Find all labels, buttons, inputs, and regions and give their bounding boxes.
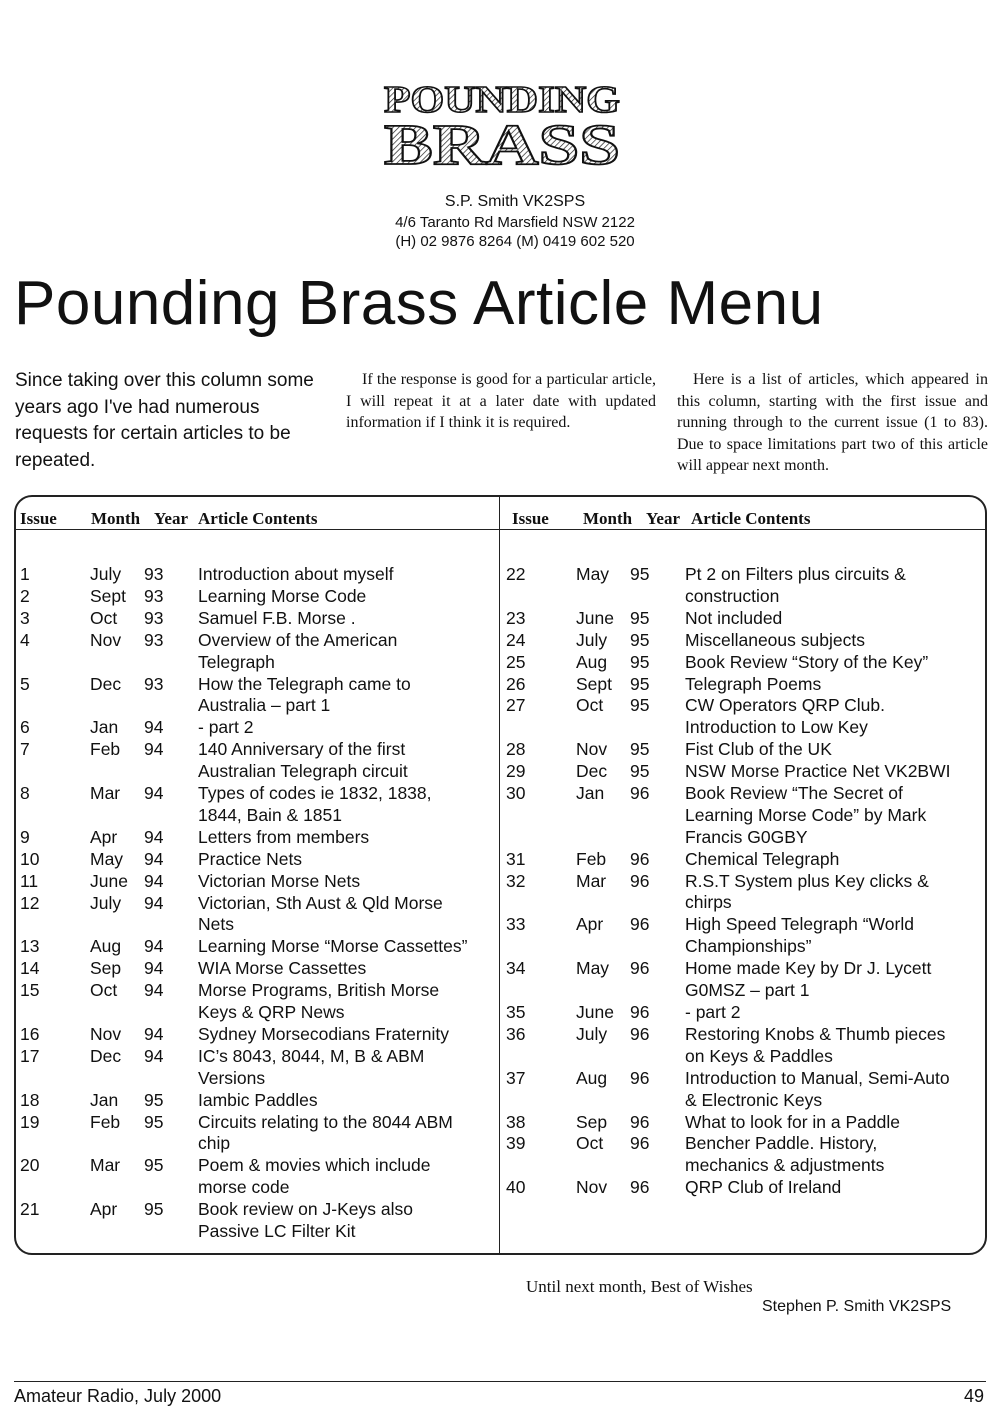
issue-year: 93	[144, 673, 164, 694]
header-issue-right: Issue	[512, 509, 549, 528]
issue-month: Jan	[90, 717, 119, 738]
issue-year: 96	[630, 848, 650, 869]
article-contents: Victorian Morse Nets	[198, 870, 361, 891]
issue-month: Oct	[576, 695, 604, 716]
issue-number: 33	[506, 914, 526, 935]
issue-month: Jan	[90, 1089, 119, 1110]
issue-month: Aug	[90, 936, 122, 957]
article-contents: Keys & QRP News	[198, 1001, 345, 1022]
issue-year: 95	[630, 739, 650, 760]
issue-month: Sep	[576, 1111, 608, 1132]
article-contents: Book Review “Story of the Key”	[685, 651, 929, 672]
article-contents: 1844, Bain & 1851	[198, 804, 343, 825]
issue-number: 36	[506, 1023, 526, 1044]
article-contents: - part 2	[685, 1002, 741, 1022]
issue-year: 94	[144, 936, 164, 957]
issue-year: 94	[144, 826, 164, 847]
article-contents: morse code	[198, 1177, 290, 1198]
issue-year: 93	[144, 629, 164, 650]
signature: Stephen P. Smith VK2SPS	[762, 1298, 952, 1315]
article-contents: Restoring Knobs & Thumb pieces	[685, 1023, 946, 1044]
issue-year: 94	[144, 892, 164, 913]
issue-number: 2	[20, 585, 30, 606]
issue-year: 93	[144, 564, 164, 584]
article-contents: QRP Club of Ireland	[685, 1177, 842, 1198]
issue-year: 93	[144, 585, 164, 606]
issue-year: 94	[144, 717, 164, 738]
issue-number: 22	[506, 564, 526, 584]
issue-month: Aug	[576, 651, 608, 672]
article-contents: chip	[198, 1133, 231, 1154]
article-contents: Pt 2 on Filters plus circuits &	[685, 564, 906, 584]
article-contents: Miscellaneous subjects	[685, 629, 865, 650]
article-contents: & Electronic Keys	[685, 1089, 823, 1110]
article-contents: Practice Nets	[198, 848, 303, 869]
issue-number: 1	[20, 564, 30, 584]
article-contents: IC’s 8043, 8044, M, B & ABM	[198, 1045, 425, 1066]
issue-year: 93	[144, 607, 164, 628]
issue-year: 95	[630, 607, 650, 628]
issue-year: 94	[144, 1045, 164, 1066]
article-contents: Circuits relating to the 8044 ABM	[198, 1111, 453, 1132]
issue-month: Oct	[90, 980, 118, 1001]
issue-number: 24	[506, 629, 526, 650]
issue-number: 18	[20, 1089, 40, 1110]
issue-month: May	[576, 958, 610, 979]
issue-year: 95	[144, 1089, 164, 1110]
article-contents: on Keys & Paddles	[685, 1045, 833, 1066]
intro-column-3-text: Here is a list of articles, which appeared in this column, starting with the first issue and running through to the current issue (1 to 83). Due to space limitations part two of this article will appear next month.	[677, 371, 988, 474]
issue-month: Apr	[90, 1199, 118, 1220]
issue-year: 95	[630, 673, 650, 694]
logo-line1: POUNDING	[384, 79, 620, 121]
footer-publication: Amateur Radio, July 2000	[14, 1386, 222, 1406]
issue-month: Jan	[576, 783, 605, 803]
issue-month: June	[576, 1002, 614, 1022]
issue-year: 95	[630, 564, 650, 584]
issue-year: 96	[630, 1111, 650, 1132]
issue-number: 35	[506, 1002, 526, 1022]
issue-number: 29	[506, 761, 526, 782]
article-contents: Book Review “The Secret of	[685, 783, 903, 803]
article-contents: Not included	[685, 607, 783, 628]
issue-number: 40	[506, 1177, 526, 1198]
table-column-divider	[499, 497, 500, 1253]
header-year-right: Year	[646, 509, 680, 528]
issue-month: May	[90, 848, 124, 869]
article-contents: Versions	[198, 1067, 266, 1088]
issue-year: 96	[630, 1177, 650, 1198]
issue-number: 19	[20, 1111, 40, 1132]
header-year-left: Year	[154, 509, 188, 528]
article-contents: Book review on J-Keys also	[198, 1199, 413, 1220]
article-contents: Home made Key by Dr J. Lycett	[685, 958, 932, 979]
header-issue-left: Issue	[20, 509, 57, 528]
issue-month: Nov	[90, 1023, 122, 1044]
issue-year: 96	[630, 783, 650, 803]
article-contents: 140 Anniversary of the first	[198, 739, 406, 760]
issue-year: 96	[630, 1002, 650, 1022]
issue-year: 96	[630, 958, 650, 979]
article-contents: Australian Telegraph circuit	[198, 761, 408, 782]
article-contents: Morse Programs, British Morse	[198, 980, 440, 1001]
issue-month: Dec	[90, 673, 122, 694]
issue-number: 9	[20, 826, 30, 847]
table-header-divider	[16, 529, 985, 530]
article-contents: Poem & movies which include	[198, 1155, 431, 1176]
issue-month: July	[90, 564, 122, 584]
issue-number: 38	[506, 1111, 526, 1132]
issue-number: 30	[506, 783, 526, 803]
issue-month: Dec	[576, 761, 608, 782]
header-contents-right: Article Contents	[691, 509, 811, 528]
issue-year: 95	[144, 1111, 164, 1132]
issue-number: 4	[20, 629, 30, 650]
issue-month: Oct	[576, 1133, 604, 1154]
issue-month: Apr	[90, 826, 118, 847]
issue-month: Feb	[90, 1111, 121, 1132]
issue-number: 34	[506, 958, 526, 979]
article-contents: Overview of the American	[198, 629, 398, 650]
issue-number: 3	[20, 607, 30, 628]
article-contents: Letters from members	[198, 826, 370, 847]
header-month-left: Month	[91, 509, 141, 528]
issue-month: Sept	[90, 585, 126, 606]
author-phone: (H) 02 9876 8264 (M) 0419 602 520	[395, 233, 635, 250]
issue-year: 96	[630, 1023, 650, 1044]
article-contents: Types of codes ie 1832, 1838,	[198, 783, 432, 803]
article-contents: - part 2	[198, 717, 254, 738]
article-contents: Learning Morse “Morse Cassettes”	[198, 936, 468, 957]
issue-number: 27	[506, 695, 526, 716]
issue-number: 8	[20, 783, 30, 803]
article-contents: How the Telegraph came to	[198, 673, 411, 694]
article-contents: Samuel F.B. Morse .	[198, 607, 356, 628]
issue-number: 37	[506, 1067, 526, 1088]
intro-column-2-text: If the response is good for a particular article, I will repeat it at a later date with updated information if I think it is required.	[346, 371, 656, 431]
issue-number: 17	[20, 1045, 40, 1066]
issue-year: 95	[144, 1199, 164, 1220]
issue-year: 94	[144, 739, 164, 760]
header-month-right: Month	[583, 509, 633, 528]
issue-month: Dec	[90, 1045, 122, 1066]
article-contents: Fist Club of the UK	[685, 739, 832, 760]
issue-number: 15	[20, 980, 40, 1001]
issue-number: 14	[20, 958, 40, 979]
issue-year: 95	[630, 695, 650, 716]
footer-rule	[14, 1381, 986, 1382]
article-contents: High Speed Telegraph “World	[685, 914, 914, 935]
article-contents: Introduction to Low Key	[685, 717, 868, 738]
article-contents: Passive LC Filter Kit	[198, 1220, 356, 1241]
issue-number: 20	[20, 1155, 40, 1176]
issue-number: 7	[20, 739, 30, 760]
issue-month: Nov	[576, 1177, 608, 1198]
issue-month: June	[90, 870, 128, 891]
issue-year: 95	[144, 1155, 164, 1176]
article-contents: construction	[685, 585, 780, 606]
article-contents: Sydney Morsecodians Fraternity	[198, 1023, 449, 1044]
issue-number: 26	[506, 673, 526, 694]
issue-number: 13	[20, 936, 40, 957]
article-contents: chirps	[685, 892, 732, 913]
issue-month: Nov	[90, 629, 122, 650]
article-contents: Francis G0GBY	[685, 826, 808, 847]
page-title: Pounding Brass Article Menu	[14, 269, 824, 338]
issue-number: 21	[20, 1199, 40, 1220]
issue-year: 94	[144, 783, 164, 803]
issue-month: May	[576, 564, 610, 584]
article-contents: Learning Morse Code	[198, 585, 367, 606]
author-name: S.P. Smith VK2SPS	[444, 193, 586, 210]
issue-number: 10	[20, 848, 40, 869]
issue-month: Feb	[90, 739, 121, 760]
issue-month: Sep	[90, 958, 122, 979]
footer-page-number: 49	[963, 1386, 984, 1406]
issue-year: 95	[630, 629, 650, 650]
issue-number: 25	[506, 651, 526, 672]
closing-line: Until next month, Best of Wishes	[526, 1277, 753, 1296]
issue-month: July	[90, 892, 122, 913]
article-contents: NSW Morse Practice Net VK2BWI	[685, 761, 951, 782]
article-contents: CW Operators QRP Club.	[685, 695, 886, 716]
issue-number: 39	[506, 1133, 526, 1154]
issue-number: 11	[20, 870, 39, 891]
intro-column-3	[677, 369, 988, 477]
issue-month: Oct	[90, 607, 118, 628]
issue-month: Mar	[90, 783, 121, 803]
article-contents: G0MSZ – part 1	[685, 980, 810, 1001]
article-contents: Iambic Paddles	[198, 1089, 318, 1110]
issue-number: 28	[506, 739, 526, 760]
issue-number: 31	[506, 848, 526, 869]
issue-year: 94	[144, 958, 164, 979]
article-contents: mechanics & adjustments	[685, 1155, 885, 1176]
article-contents: Chemical Telegraph	[685, 848, 840, 869]
issue-year: 96	[630, 1067, 650, 1088]
issue-month: July	[576, 1023, 608, 1044]
issue-number: 12	[20, 892, 40, 913]
issue-number: 6	[20, 717, 30, 738]
article-contents: Championships”	[685, 936, 812, 957]
issue-month: July	[576, 629, 608, 650]
article-contents: WIA Morse Cassettes	[198, 958, 367, 979]
article-contents: Bencher Paddle. History,	[685, 1133, 878, 1154]
article-contents: What to look for in a Paddle	[685, 1111, 900, 1132]
issue-year: 94	[144, 1023, 164, 1044]
intro-column-2	[346, 369, 656, 434]
issue-number: 32	[506, 870, 526, 891]
issue-year: 96	[630, 1133, 650, 1154]
issue-year: 96	[630, 914, 650, 935]
author-address: 4/6 Taranto Rd Marsfield NSW 2122	[395, 214, 635, 231]
article-contents: Telegraph Poems	[685, 673, 822, 694]
issue-number: 16	[20, 1023, 40, 1044]
issue-year: 96	[630, 870, 650, 891]
logo-line2: BRASS	[384, 112, 620, 170]
intro-column-1: Since taking over this column some years ago I've had numerous requests for certain articles to be repeated.	[15, 370, 314, 471]
issue-month: Mar	[576, 870, 607, 891]
issue-year: 94	[144, 980, 164, 1001]
issue-month: Aug	[576, 1067, 608, 1088]
issue-number: 23	[506, 607, 526, 628]
issue-month: Mar	[90, 1155, 121, 1176]
issue-year: 94	[144, 848, 164, 869]
article-contents: Victorian, Sth Aust & Qld Morse	[198, 892, 443, 913]
issue-year: 94	[144, 870, 164, 891]
issue-year: 95	[630, 651, 650, 672]
issue-month: Apr	[576, 914, 604, 935]
article-contents: R.S.T System plus Key clicks &	[685, 870, 929, 891]
article-contents: Introduction to Manual, Semi-Auto	[685, 1067, 950, 1088]
issue-month: June	[576, 607, 614, 628]
issue-number: 5	[20, 673, 30, 694]
article-contents: Learning Morse Code” by Mark	[685, 804, 927, 825]
issue-month: Feb	[576, 848, 607, 869]
issue-year: 95	[630, 761, 650, 782]
issue-month: Sept	[576, 673, 612, 694]
issue-month: Nov	[576, 739, 608, 760]
pounding-brass-logo	[378, 74, 626, 170]
article-contents: Nets	[198, 914, 234, 935]
article-contents: Australia – part 1	[198, 695, 331, 716]
article-contents: Introduction about myself	[198, 564, 394, 584]
article-contents: Telegraph	[198, 651, 275, 672]
header-contents-left: Article Contents	[198, 509, 318, 528]
